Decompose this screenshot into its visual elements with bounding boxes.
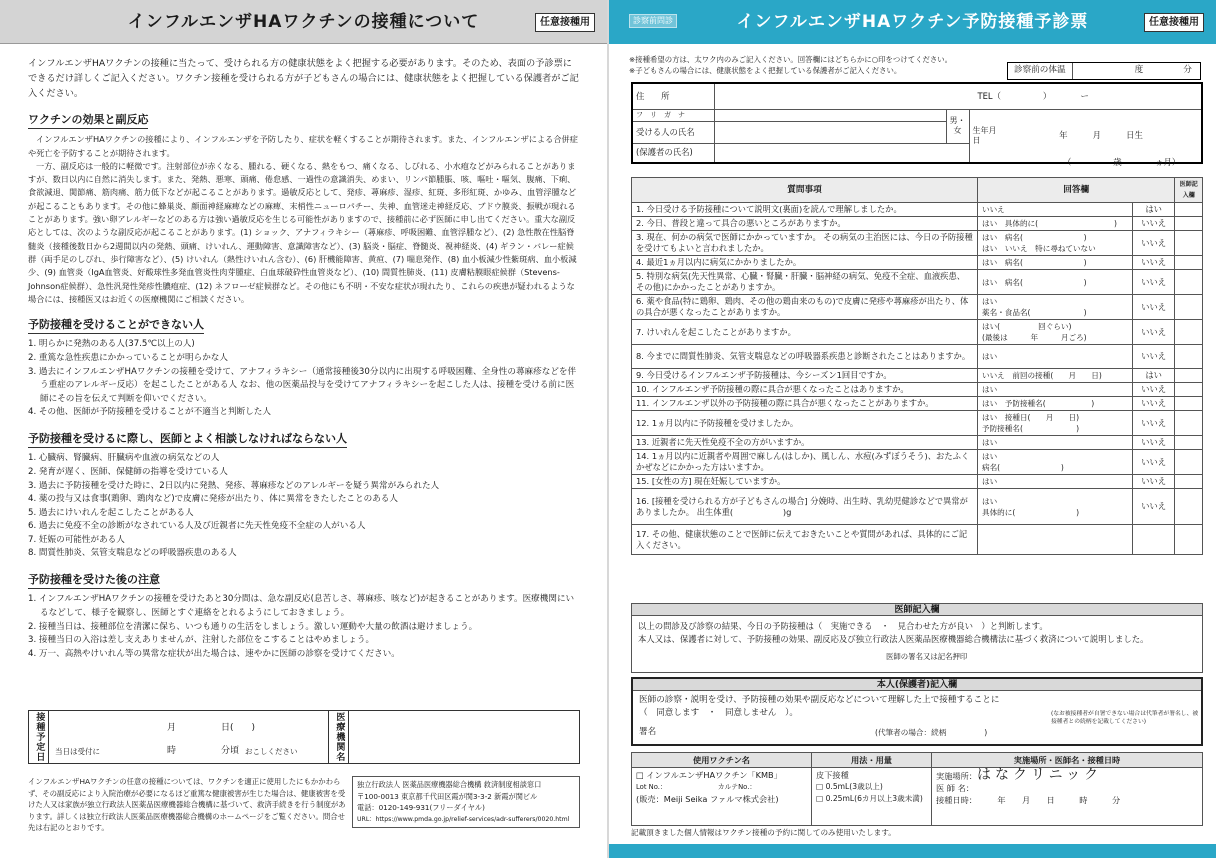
relief-contact — [352, 776, 580, 828]
answer-b[interactable]: いいえ — [1132, 295, 1174, 320]
answer-a[interactable]: はい 具体的に( ) — [977, 489, 1132, 525]
vac-maker: (販売：Meiji Seika ファルマ株式会社) — [636, 794, 779, 804]
question-text: 12. 1ヵ月以内に予防接種を受けましたか。 — [632, 411, 978, 436]
doctor-check[interactable] — [1175, 256, 1203, 270]
temp-deg: 度 — [1134, 65, 1144, 76]
bottom-bar — [609, 844, 1216, 858]
furigana-label: フ リ ガ ナ — [632, 109, 714, 121]
answer-a[interactable]: はい 具体的に( ) — [977, 217, 1132, 231]
relief-text: インフルエンザHAワクチンの任意の接種については、ワクチンを適正に使用したにもかかわらず、その副反応により入院治療が必要になるほど重篤な健康被害が生じた場合は、健康被害を受けた人又は家族が独立行政法人医薬品医療機器総合機構に基づいて、救済手続きを行う制度があります。詳しくは独立行政法人医薬品医療機器総合機構のホームページをご覧ください。問合せ先は右記のとおりです。 — [28, 777, 346, 832]
relief-url: URL：https://www.pmda.go.jp/relief-services/adr-sufferers/0020.html — [357, 815, 570, 823]
relief-tel: 電話：0120-149-931(フリーダイヤル) — [357, 803, 485, 812]
answer-a[interactable]: いいえ 前回の接種( 月 日) — [977, 369, 1132, 383]
question-text: 4. 最近1ヵ月以内に病気にかかりましたか。 — [632, 256, 978, 270]
question-text: 14. 1ヵ月以内に近親者や周囲で麻しん(はしか)、風しん、水痘(みずぼうそう)、おたふくかぜなどにかかった方はいますか。 — [632, 450, 978, 475]
appt-min: 分頃 — [221, 746, 240, 756]
answer-a[interactable]: いいえ — [977, 203, 1132, 217]
doctor-check[interactable] — [1175, 436, 1203, 450]
vac-h2: 用法・用量 — [812, 753, 932, 768]
sec-after-title: 予防接種を受けた後の注意 — [28, 573, 160, 589]
doctor-name-label: 医 師 名： — [936, 783, 974, 793]
doctor-check[interactable] — [1175, 369, 1203, 383]
question-text: 9. 今日受けるインフルエンザ予防接種は、今シーズン1回目ですか。 — [632, 369, 978, 383]
doctor-section — [631, 603, 1203, 673]
sex-select[interactable]: 男・女 — [946, 109, 969, 143]
answer-a[interactable]: はい 病名( ) — [977, 450, 1132, 475]
person-title: 本人(保護者)記入欄 — [633, 679, 1201, 691]
answer-b[interactable]: はい — [1132, 203, 1174, 217]
list-item: 7. 妊娠の可能性がある人 — [28, 534, 125, 545]
answer-b[interactable] — [1132, 525, 1174, 555]
answer-header: 回答欄 — [977, 178, 1174, 203]
answer-a[interactable]: はい 薬名・食品名( ) — [977, 295, 1132, 320]
list-item: 8. 間質性肺炎、気管支喘息などの呼吸器疾患のある人 — [28, 548, 237, 559]
answer-b[interactable]: いいえ — [1132, 450, 1174, 475]
vac-route: 皮下接種 — [816, 770, 849, 780]
question-row — [632, 217, 1203, 231]
left-title: インフルエンザHAワクチンの接種について — [127, 12, 480, 32]
clinic-field[interactable] — [349, 711, 579, 763]
question-row — [632, 345, 1203, 369]
sec-cannot-title: 予防接種を受けることができない人 — [28, 318, 204, 334]
person-consent-choice[interactable]: （ 同意します ・ 同意しません ）。 — [639, 708, 798, 718]
sec-cannot-list — [0, 334, 607, 420]
question-text: 3. 現在、何かの病気で医師にかかっていますか。 その病気の主治医には、今日の予防接種を受けてもよいと言われましたか。 — [632, 231, 978, 256]
doctor-check[interactable] — [1175, 320, 1203, 345]
question-text: 8. 今までに間質性肺炎、気管支喘息などの呼吸器系疾患と診断されたことはありますか。 — [632, 345, 978, 369]
doctor-check[interactable] — [1175, 525, 1203, 555]
list-item: 1. 明らかに発熱のある人(37.5℃以上の人) — [28, 339, 195, 350]
answer-a[interactable]: はい( 回ぐらい) (最後は 年 月ごろ) — [977, 320, 1132, 345]
place-value: はなクリニック — [976, 767, 1103, 783]
answer-a[interactable]: はい 病名( ) — [977, 270, 1132, 295]
sec-effects-p1: インフルエンザHAワクチンの接種により、インフルエンザを予防したり、症状を軽くすることが期待されます。また、インフルエンザによる合併症や死亡を予防することが期待されます。 — [28, 134, 578, 158]
temp-min: 分 — [1183, 65, 1192, 76]
question-row — [632, 295, 1203, 320]
answer-b[interactable]: いいえ — [1132, 320, 1174, 345]
list-item: 2. 接種当日は、接種部位を清潔に保ち、いつも通りの生活をしましょう。激しい運動や大量の飲酒は避けましょう。 — [28, 621, 478, 632]
personal-info-table — [631, 82, 1203, 164]
question-text: 10. インフルエンザ予防接種の際に具合が悪くなったことはありますか。 — [632, 383, 978, 397]
doctor-check[interactable] — [1175, 450, 1203, 475]
doctor-title: 医師記入欄 — [632, 604, 1202, 616]
person-consent-text: 医師の診察・説明を受け、予防接種の効果や副反応などについて理解した上で接種することに — [639, 695, 1000, 705]
person-note: (なお被接種者が自署できない場合は代筆者が署名し、被接種者との続柄を記載してください) — [1051, 711, 1199, 725]
clinic-label: 医療機関名 — [329, 711, 349, 763]
vac-h1: 使用ワクチン名 — [632, 753, 812, 768]
answer-b[interactable]: いいえ — [1132, 231, 1174, 256]
sec-consult-list — [0, 448, 607, 561]
list-item: 4. 万一、高熱やけいれん等の異常な症状が出た場合は、速やかに医師の診察を受けてください。 — [28, 648, 400, 659]
doctor-check[interactable] — [1175, 475, 1203, 489]
form-notes — [629, 54, 952, 76]
doctor-check[interactable] — [1175, 411, 1203, 436]
relief-addr: 〒100-0013 東京都千代田区霞が関3-3-2 新霞が関ビル — [357, 791, 538, 801]
answer-b[interactable]: いいえ — [1132, 489, 1174, 525]
left-header — [0, 0, 607, 44]
list-item: 3. 過去にインフルエンザHAワクチンの接種を受けて、アナフィラキシー（通常接種後30分以内に出現する呼吸困難、全身性の蕁麻疹などを伴う重症のアレルギー反応）を起こしたことがある人 なお、他の医薬品投与を受けてアナフィラキシーを起こした人は、接種を受ける前に医師にその旨を伝えて判断を仰いでください。 — [28, 366, 577, 404]
question-text: 15. [女性の方] 現在妊娠していますか。 — [632, 475, 978, 489]
doctor-check[interactable] — [1175, 295, 1203, 320]
sec-effects-p2: 一方、副反応は一般的に軽微です。注射部位が赤くなる、腫れる、硬くなる、熱をもつ、痛くなる、しびれる、小水疱などがみられることがありますが、数日以内に自然に消失します。また、発熱、悪寒、頭痛、倦怠感、一過性の意識消失、めまい、リンパ節腫脹、咳、嘔吐・嘔気、腹痛、下痢、食欲減退、関節痛、筋肉痛、筋力低下などが起こることがあります。過敏反応として、発疹、蕁麻疹、湿疹、紅斑、多形紅斑、かゆみ、血管浮腫などが起こることもあります。その他に蜂巣炎、顔面神経麻痺などの麻痺、末梢性ニューロパチー、失神、血管迷走神経反応、ブドウ膜炎、振戦が現れることがあります。強い卵アレルギーなどのある方は強い過敏反応を生じる可能性がありますので、接種前に必ず医師に申し出てください。重大な副反応としては、次のような副反応が起こることがあります。(1) ショック、アナフィラキシー（蕁麻疹、呼吸困難、血管浮腫など）、(2) 急性散在性脳脊髄炎（接種後数日から2週間以内の発熱、頭痛、けいれん、運動障害、意識障害など）、(3) 脳炎・脳症、脊髄炎、視神経炎、(4) ギラン・バレー症候群（両手足のしびれ、歩行障害など）、(5) けいれん（熱性けいれん含む）、(6) 肝機能障害、黄疸、(7) 喘息発作、(8) 血小板減少性紫斑病、血小板減少、(9) 血管炎（IgA血管炎、好酸球性多発血管炎性肉芽腫症、白血球破砕性血管炎など）、(10) 間質性肺炎、(11) 皮膚粘膜眼症候群（Stevens-Johnson症候群）、急性汎発性発疹性膿疱症、(12) ネフローゼ症候群など。その他にも不明・不安な症状が現れたり、これらの疾患が疑われるような場合には、接種医又はお近くの医療機関にご相談ください。 — [28, 160, 577, 304]
right-header — [609, 0, 1216, 44]
question-row — [632, 231, 1203, 256]
vac-dose-2[interactable]: □ 0.25mL(6カ月以上3歳未満) — [816, 794, 923, 803]
question-text: 1. 今日受ける予防接種について説明文(裏面)を読んで理解しましたか。 — [632, 203, 978, 217]
corner-tag: 診察前問診 — [629, 14, 677, 28]
doctor-col-header: 医師記入欄 — [1175, 178, 1203, 203]
doctor-check[interactable] — [1175, 397, 1203, 411]
doctor-explanation: 本人又は、保護者に対して、予防接種の効果、副反応及び独立行政法人医薬品医療機器総合機構法に基づく救済について説明しました。 — [638, 634, 1149, 644]
temperature-box[interactable] — [1007, 62, 1201, 80]
vac-date-label: 接種日時： 年 月 日 時 分 — [936, 795, 1121, 805]
note-2: ※子どもさんの場合には、健康状態をよく把握している保護者がご記入ください。 — [629, 66, 902, 75]
list-item: 1. 心臓病、腎臓病、肝臓病や血液の病気などの人 — [28, 453, 220, 464]
place-label: 実施場所： — [936, 771, 977, 781]
vac-name[interactable]: □ インフルエンザHAワクチン「KMB」 — [636, 770, 782, 780]
question-table — [631, 177, 1203, 555]
question-row — [632, 475, 1203, 489]
answer-a[interactable] — [977, 525, 1132, 555]
question-text: 2. 今日、普段と違って具合の悪いところがありますか。 — [632, 217, 978, 231]
question-row — [632, 525, 1203, 555]
answer-b[interactable]: いいえ — [1132, 475, 1174, 489]
answer-b[interactable]: いいえ — [1132, 345, 1174, 369]
question-row — [632, 369, 1203, 383]
question-text: 17. その他、健康状態のことで医師に伝えておきたいことや質問があれば、具体的にご記入ください。 — [632, 525, 978, 555]
answer-a[interactable]: はい 予防接種名( ) — [977, 397, 1132, 411]
left-badge: 任意接種用 — [535, 13, 595, 32]
answer-a[interactable]: はい 病名( ) — [977, 256, 1132, 270]
privacy-note: 記載頂きました個人情報はワクチン接種の予約に関してのみ使用いたします。 — [631, 828, 896, 837]
birth-format: 年 月 日生 — [1059, 130, 1143, 141]
explanation-page — [0, 0, 607, 858]
birth-cell[interactable] — [969, 109, 1202, 163]
doctor-signature[interactable]: 医師の署名又は記名押印 — [886, 652, 968, 661]
addr-label: 住 所 — [632, 83, 714, 109]
question-row — [632, 270, 1203, 295]
question-row — [632, 320, 1203, 345]
answer-a[interactable]: はい — [977, 383, 1132, 397]
question-row — [632, 450, 1203, 475]
question-text: 13. 近親者に先天性免疫不全の方がいますか。 — [632, 436, 978, 450]
answer-b[interactable]: いいえ — [1132, 383, 1174, 397]
doctor-check[interactable] — [1175, 489, 1203, 525]
furigana-field[interactable] — [714, 109, 946, 121]
tel-label: TEL（ ） ー — [977, 90, 1089, 101]
question-row — [632, 411, 1203, 436]
right-title: インフルエンザHAワクチン予防接種予診票 — [736, 12, 1089, 32]
question-row — [632, 256, 1203, 270]
answer-a[interactable]: はい 病名( ) はい いいえ 特に尋ねていない — [977, 231, 1132, 256]
appt-fields — [49, 711, 329, 763]
doctor-check[interactable] — [1175, 345, 1203, 369]
list-item: 2. 重篤な急性疾患にかかっていることが明らかな人 — [28, 353, 228, 364]
name-field[interactable] — [714, 121, 946, 143]
list-item: 5. 過去にけいれんを起こしたことがある人 — [28, 507, 194, 518]
list-item: 3. 接種当日の入浴は差し支えありませんが、注射した部位をこすることはやめましょう。 — [28, 635, 375, 646]
list-item: 4. その他、医師が予防接種を受けることが不適当と判断した人 — [28, 407, 271, 418]
vac-lot: Lot No.： カルテNo.： — [636, 783, 757, 791]
answer-a[interactable]: はい — [977, 345, 1132, 369]
list-item: 2. 発育が遅く、医師、保健師の指導を受けている人 — [28, 466, 228, 477]
temp-label: 診察前の体温 — [1008, 63, 1073, 79]
list-item: 3. 過去に予防接種を受けた時に、2日以内に発熱、発疹、蕁麻疹などのアレルギーを疑う異常がみられた人 — [28, 480, 440, 491]
intro-text: インフルエンザHAワクチンの接種に当たって、受けられる方の健康状態をよく把握する必要があります。そのため、表面の予診票にできるだけ詳しくご記入ください。ワクチン接種を受けられる方が子どもさんの場合には、健康状態をよく把握している保護者がご記入ください。 — [28, 58, 579, 99]
appointment-box — [28, 710, 580, 764]
answer-b[interactable]: はい — [1132, 369, 1174, 383]
question-text: 5. 特別な病気(先天性異常、心臓・腎臓・肝臓・脳神経の病気、免疫不全症、血液疾患、その他)にかかったことがありますか。 — [632, 270, 978, 295]
answer-b[interactable]: いいえ — [1132, 270, 1174, 295]
age-format: （ 歳 ヵ月） — [1063, 157, 1181, 167]
question-header: 質問事項 — [632, 178, 978, 203]
question-row — [632, 203, 1203, 217]
answer-b[interactable]: いいえ — [1132, 397, 1174, 411]
appt-hour: 時 — [167, 746, 177, 756]
question-text: 7. けいれんを起こしたことがありますか。 — [632, 320, 978, 345]
list-item: 4. 薬の投与又は食事(鶏卵、鶏肉など)で皮膚に発疹が出たり、体に異常をきたしたことのある人 — [28, 494, 398, 505]
vac-h3: 実施場所・医師名・接種日時 — [932, 753, 1203, 768]
name-label: 受ける人の氏名 — [632, 121, 714, 143]
sec-consult-title: 予防接種を受けるに際し、医師とよく相談しなければならない人 — [28, 432, 347, 448]
doctor-judgement[interactable]: 以上の問診及び診察の結果、今日の予防接種は（ 実施できる ・ 見合わせた方が良い ）と判断します。 — [638, 621, 1048, 631]
question-text: 11. インフルエンザ以外の予防接種の際に具合が悪くなったことがありますか。 — [632, 397, 978, 411]
right-badge: 任意接種用 — [1144, 13, 1204, 32]
answer-b[interactable]: いいえ — [1132, 217, 1174, 231]
list-item: 1. インフルエンザHAワクチンの接種を受けたあと30分間は、急な副反応(息苦しさ、蕁麻疹、咳など)が起きることがあります。医療機関にいるなどして、様子を観察し、医師とすぐ連絡をとれるようにしておきましょう。 — [28, 594, 575, 618]
questionnaire-page — [609, 0, 1216, 858]
addr-field[interactable] — [714, 83, 1202, 109]
question-text: 6. 薬や食品(特に鶏卵、鶏肉、その他の鶏由来のもの)で皮膚に発疹や蕁麻疹が出たり、体の具合が悪くなったことがありますか。 — [632, 295, 978, 320]
sec-after-list — [0, 589, 607, 661]
note-1: ※接種希望の方は、太ワク内のみご記入ください。回答欄にはどちらかに○印をつけてください。 — [629, 55, 953, 64]
appt-reception: 当日は受付に — [55, 747, 100, 756]
birth-label: 生年月日 — [972, 125, 997, 145]
guardian-label: (保護者の氏名) — [632, 143, 714, 163]
list-item: 6. 過去に免疫不全の診断がなされている人及び近親者に先天性免疫不全症の人がいる人 — [28, 521, 366, 532]
question-row — [632, 383, 1203, 397]
relief-org: 独立行政法人 医薬品医療機器総合機構 救済制度相談窓口 — [357, 780, 542, 789]
person-section — [631, 677, 1203, 746]
vaccine-table — [631, 752, 1203, 826]
sec-effects-title: ワクチンの効果と副反応 — [28, 113, 148, 129]
doctor-check[interactable] — [1175, 383, 1203, 397]
answer-b[interactable]: いいえ — [1132, 436, 1174, 450]
doctor-check[interactable] — [1175, 270, 1203, 295]
question-row — [632, 489, 1203, 525]
vac-dose-1[interactable]: □ 0.5mL(3歳以上) — [816, 782, 883, 791]
answer-a[interactable]: はい — [977, 475, 1132, 489]
answer-a[interactable]: はい — [977, 436, 1132, 450]
answer-b[interactable]: いいえ — [1132, 411, 1174, 436]
doctor-check[interactable] — [1175, 231, 1203, 256]
appt-day: 日( ) — [221, 723, 256, 733]
guardian-field[interactable] — [714, 143, 969, 163]
answer-b[interactable]: いいえ — [1132, 256, 1174, 270]
person-sign-label[interactable]: 署名 — [639, 727, 657, 737]
question-row — [632, 397, 1203, 411]
answer-a[interactable]: はい 接種日( 月 日) 予防接種名( ) — [977, 411, 1132, 436]
question-row — [632, 436, 1203, 450]
appt-come: おこしください — [245, 747, 298, 756]
doctor-check[interactable] — [1175, 203, 1203, 217]
appt-label: 接種予定日 — [29, 711, 49, 763]
question-text: 16. [接種を受けられる方が子どもさんの場合] 分娩時、出生時、乳幼児健診などで異常がありましたか。 出生体重( )g — [632, 489, 978, 525]
appt-month: 月 — [167, 723, 177, 733]
doctor-check[interactable] — [1175, 217, 1203, 231]
person-proxy: (代筆者の場合：続柄 ) — [875, 728, 988, 737]
